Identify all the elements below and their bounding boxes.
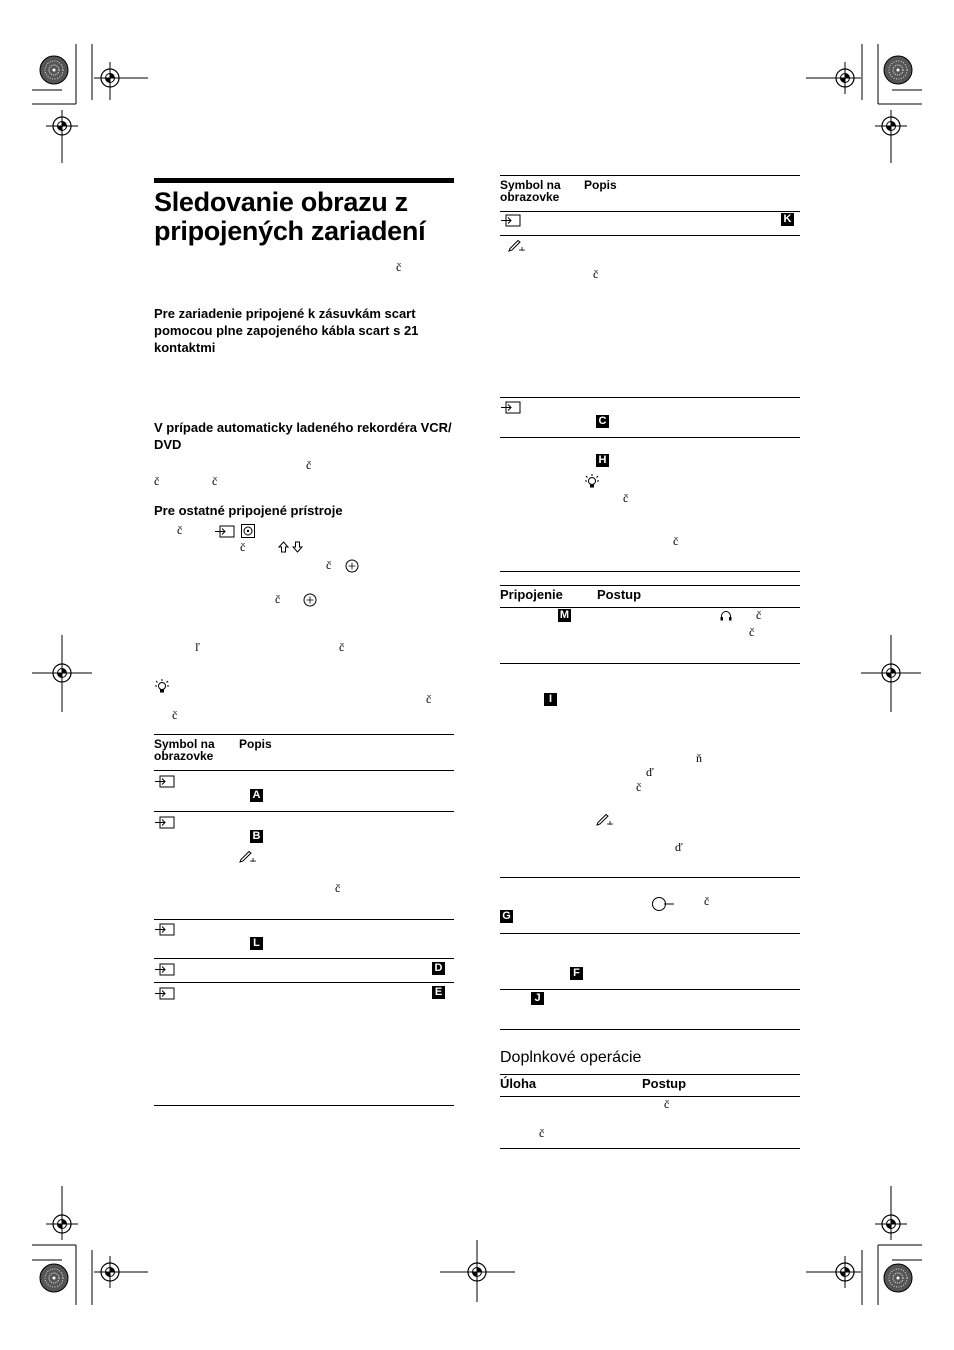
col-symbol-line1: Symbol na	[500, 178, 561, 192]
connector-label-i: I	[544, 693, 557, 706]
power-icon	[651, 896, 675, 912]
input-icon	[154, 775, 176, 788]
table-top-rule	[500, 1074, 800, 1075]
table-row-rule	[500, 933, 800, 934]
table-row-rule	[500, 663, 800, 664]
glyph-c: č	[623, 491, 629, 505]
arrow-down-icon	[292, 541, 303, 553]
col-symbol-header	[154, 738, 215, 762]
tip-bulb-icon	[584, 473, 600, 489]
glyph-c: č	[326, 558, 332, 572]
note-pencil-icon	[239, 851, 257, 863]
glyph-c: č	[177, 523, 183, 537]
glyph-c: č	[335, 881, 341, 895]
connector-label-h: H	[596, 454, 609, 467]
table-header-rule	[500, 211, 800, 212]
heading-scart: Pre zariadenie pripojené k zásuvkám scart pomocou plne zapojeného kábla scart s 21 kontaktmi	[154, 306, 419, 355]
connector-label-g: G	[500, 910, 513, 923]
table-top-rule	[154, 734, 454, 735]
glyph-c: č	[664, 1097, 670, 1111]
col-symbol-line2: obrazovke	[154, 749, 214, 763]
title-rule	[154, 178, 454, 183]
glyph-d: ď	[646, 765, 654, 779]
col-desc-header: Popis	[239, 737, 272, 751]
connector-label-e: E	[432, 986, 445, 999]
connector-label-l: L	[250, 937, 263, 950]
table-top-rule	[500, 585, 800, 586]
glyph-c: č	[154, 474, 160, 488]
page-title-line2: pripojených zariadení	[154, 216, 426, 246]
heading-vcr: V prípade automaticky ladeného rekordéra VCR/ DVD	[154, 420, 452, 452]
table-bottom-rule	[500, 1029, 800, 1030]
table-bottom-rule	[500, 1148, 800, 1149]
glyph-c: č	[172, 708, 178, 722]
glyph-c: č	[339, 640, 345, 654]
glyph-c: č	[673, 534, 679, 548]
table-bottom-rule	[154, 1105, 454, 1106]
note-pencil-icon	[508, 240, 526, 252]
table-row-rule	[500, 877, 800, 878]
page-title-line1: Sledovanie obrazu z	[154, 187, 408, 217]
connector-label-f: F	[570, 967, 583, 980]
tip-bulb-icon	[154, 678, 170, 694]
col-symbol-line2: obrazovke	[500, 190, 560, 204]
table-row-rule	[154, 982, 454, 983]
connector-label-m: M	[559, 609, 570, 621]
table-header-rule	[500, 607, 800, 608]
glyph-c: č	[426, 692, 432, 706]
table-row-rule	[154, 958, 454, 959]
col-procedure-header: Postup	[642, 1076, 687, 1091]
ok-circle-icon	[303, 593, 317, 607]
page-title	[154, 188, 464, 246]
col-connection-header: Pripojenie	[500, 587, 563, 602]
col-symbol-line1: Symbol na	[154, 737, 215, 751]
table-bottom-rule	[500, 571, 800, 572]
connector-label-d: D	[432, 962, 445, 975]
input-icon	[154, 963, 176, 976]
glyph-l: ľ	[195, 640, 200, 654]
stray-glyph: č	[396, 260, 402, 274]
glyph-n: ň	[696, 751, 702, 765]
table-row-rule	[500, 437, 800, 438]
table-top-rule	[500, 175, 800, 176]
ok-circle-icon	[345, 559, 359, 573]
glyph-c: č	[704, 894, 710, 908]
table-row-rule	[500, 397, 800, 398]
input-icon	[154, 987, 176, 1000]
table-row-rule	[154, 919, 454, 920]
connector-label-k: K	[781, 213, 794, 226]
table-header-rule	[500, 1096, 800, 1097]
col-symbol-header	[500, 179, 561, 203]
glyph-c: č	[636, 780, 642, 794]
glyph-d: ď	[675, 840, 683, 854]
input-icon	[154, 923, 176, 936]
heading-other-devices: Pre ostatné pripojené prístroje	[154, 503, 343, 518]
glyph-c: č	[212, 474, 218, 488]
arrow-up-icon	[278, 541, 289, 553]
glyph-c: č	[240, 540, 246, 554]
table-row-rule	[500, 235, 800, 236]
glyph-c: č	[749, 625, 755, 639]
table-header-rule	[154, 770, 454, 771]
table-row-rule	[500, 989, 800, 990]
glyph-c: č	[275, 592, 281, 606]
col-task-header: Úloha	[500, 1076, 537, 1091]
glyph-c: č	[539, 1126, 545, 1140]
glyph-c: č	[593, 267, 599, 281]
section-heading-extra-operations: Doplnkové operácie	[500, 1049, 642, 1066]
col-procedure-header: Postup	[597, 587, 642, 602]
glyph-c: č	[306, 458, 312, 472]
input-icon	[500, 401, 522, 414]
input-icon	[500, 214, 522, 227]
connector-label-c: C	[596, 415, 609, 428]
connector-label-b: B	[250, 830, 263, 843]
glyph-c: č	[756, 608, 762, 622]
col-desc-header: Popis	[584, 178, 617, 192]
connector-label-j: J	[531, 992, 544, 1005]
input-icon	[154, 816, 176, 829]
headphones-icon	[720, 610, 732, 621]
connector-label-a: A	[250, 789, 263, 802]
table-row-rule	[154, 811, 454, 812]
ok-button-icon	[241, 524, 256, 539]
input-icon	[214, 525, 236, 538]
note-pencil-icon	[596, 814, 614, 826]
